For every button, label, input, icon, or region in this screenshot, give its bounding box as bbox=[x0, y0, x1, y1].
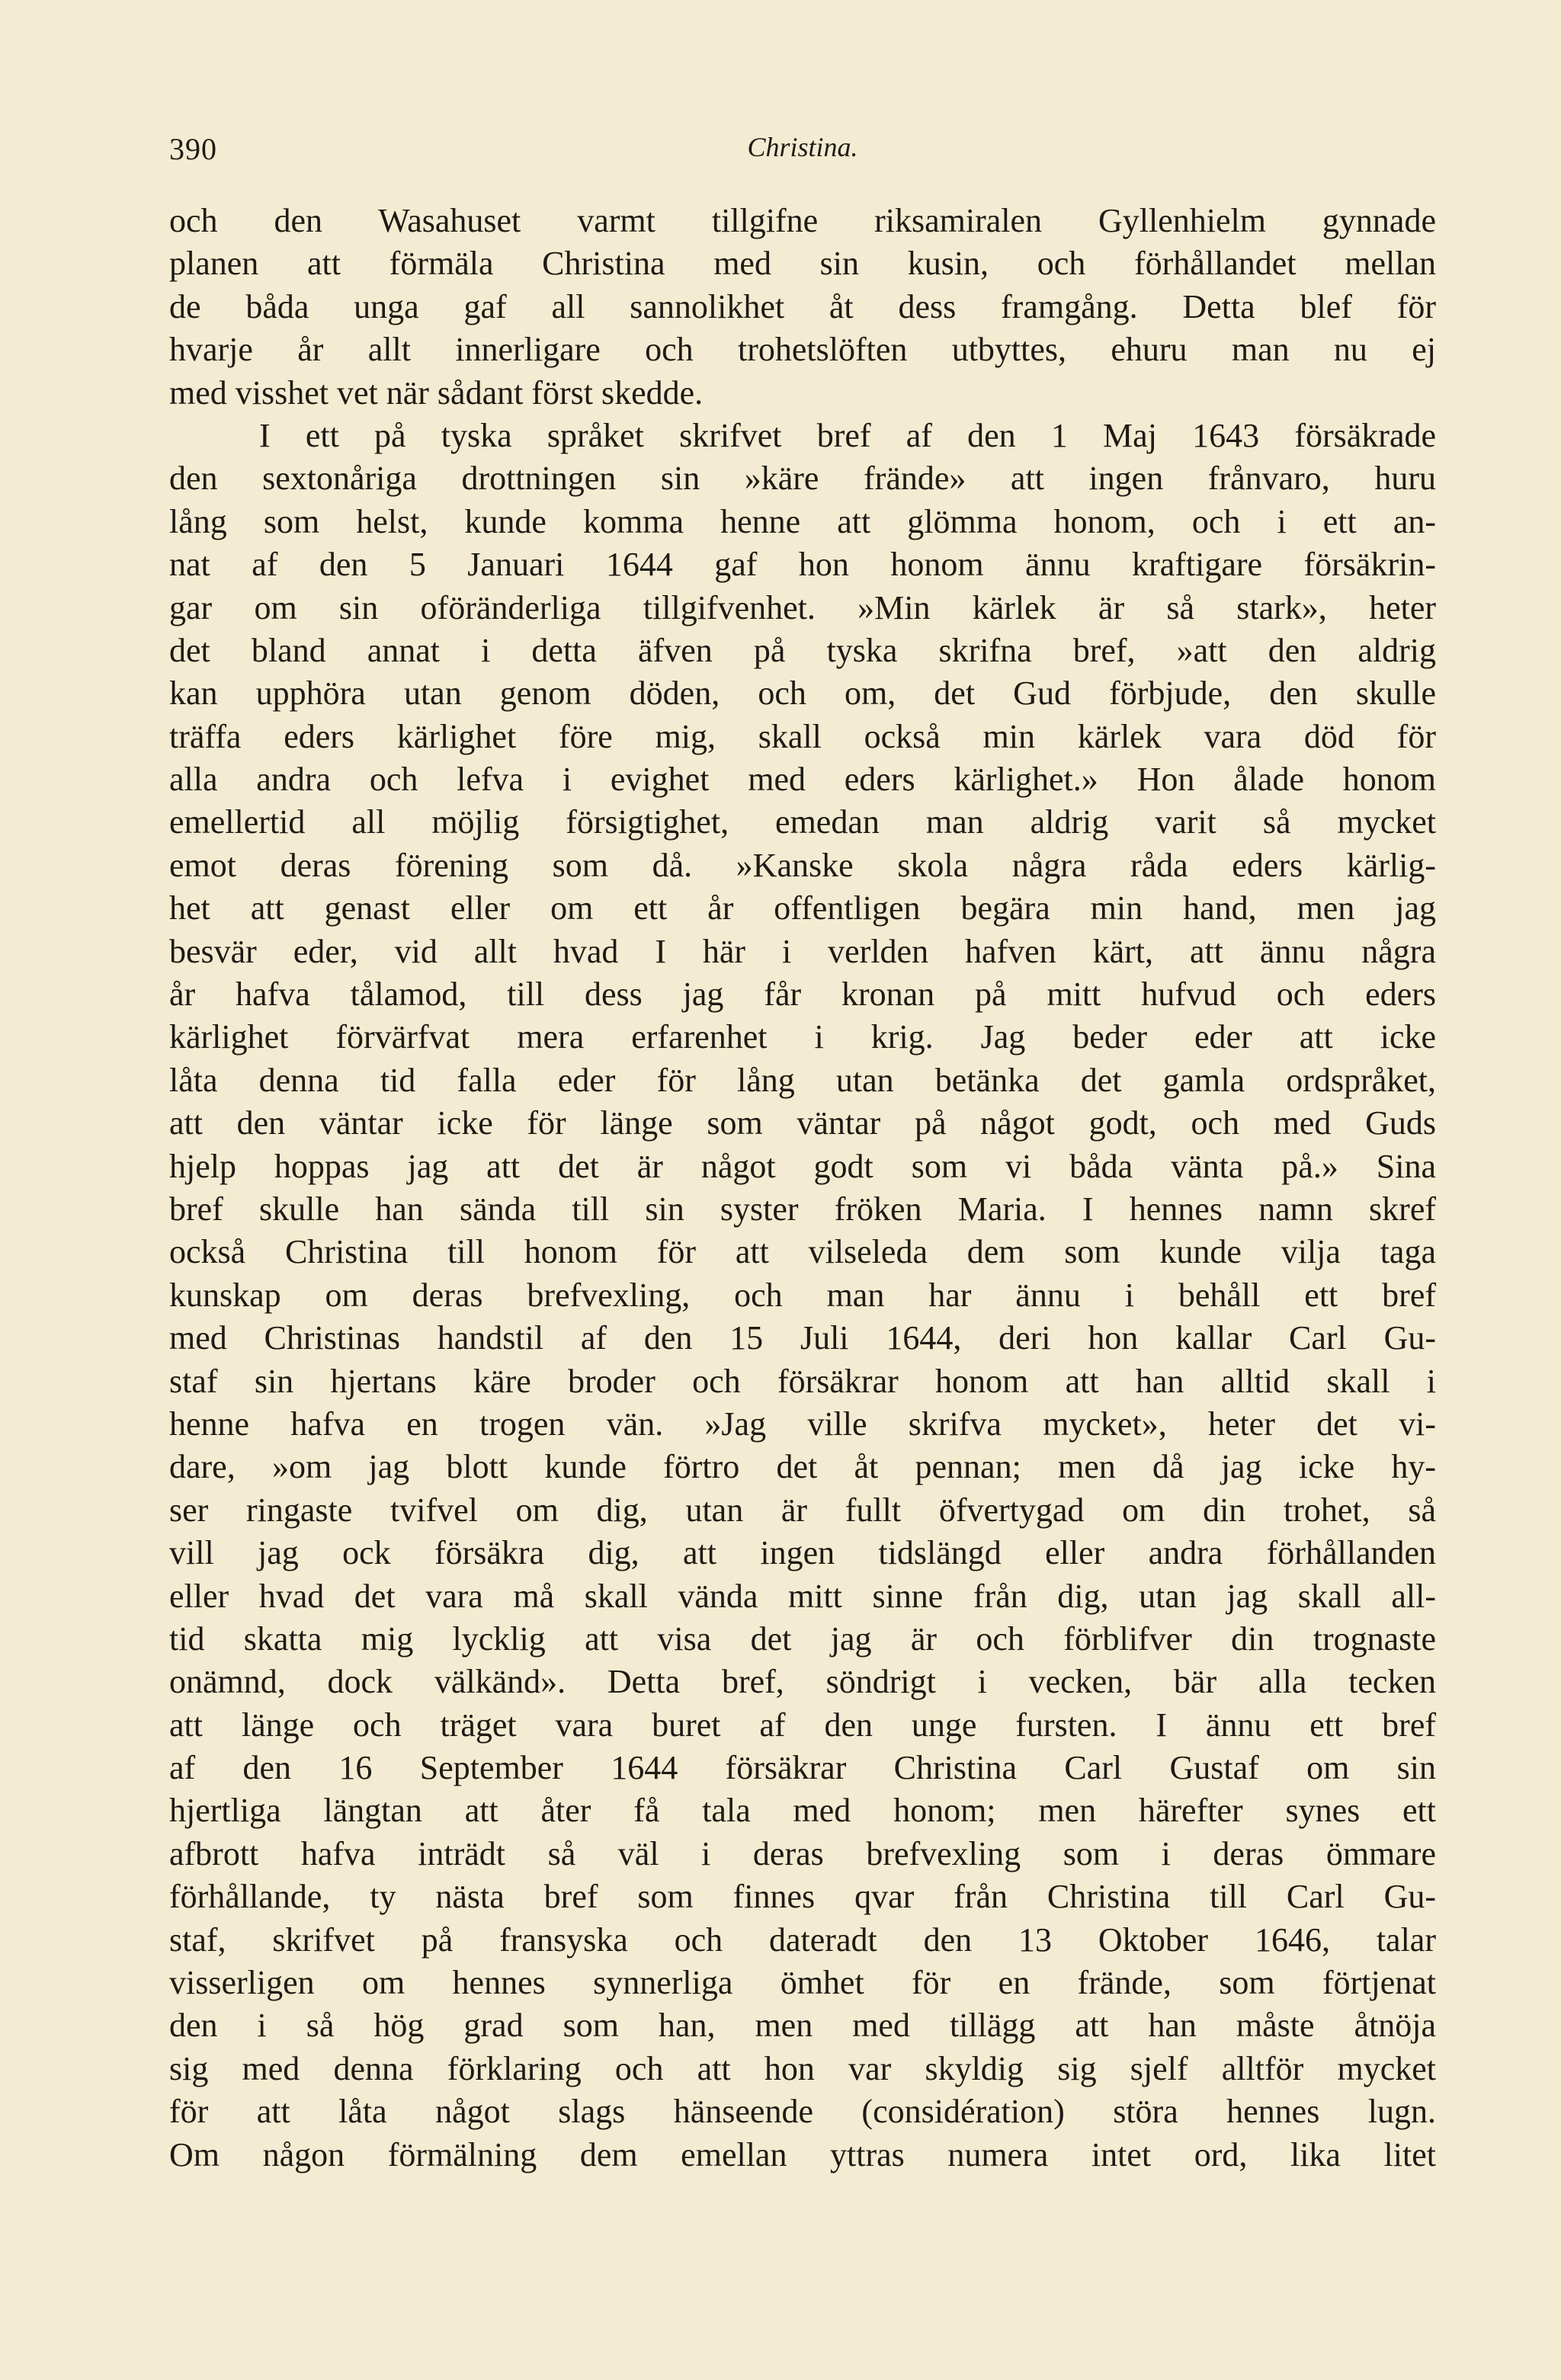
text-line: den i så hög grad som han, men med tillägg att han måste åtnöja bbox=[169, 2007, 1436, 2045]
text-line: gar om sin oföränderliga tillgifvenhet. »Min kärlek är så stark», heter bbox=[169, 588, 1436, 626]
text-line: staf sin hjertans käre broder och försäkrar honom att han alltid skall i bbox=[169, 1362, 1436, 1400]
text-line: bref skulle han sända till sin syster fröken Maria. I hennes namn skref bbox=[169, 1190, 1436, 1228]
text-line: med visshet vet när sådant först skedde. bbox=[169, 373, 704, 412]
text-line: kunskap om deras brefvexling, och man har ännu i behåll ett bref bbox=[169, 1276, 1436, 1314]
text-line: också Christina till honom för att vilseleda dem som kunde vilja taga bbox=[169, 1233, 1436, 1271]
text-line: visserligen om hennes synnerliga ömhet för en frände, som förtjenat bbox=[169, 1964, 1436, 2002]
text-line: ser ringaste tvifvel om dig, utan är fullt öfvertygad om din trohet, så bbox=[169, 1491, 1436, 1529]
text-line: onämnd, dock välkänd». Detta bref, söndrigt i vecken, bär alla tecken bbox=[169, 1663, 1436, 1701]
text-line: tid skatta mig lycklig att visa det jag är och förblifver din trognaste bbox=[169, 1619, 1436, 1658]
running-title: Christina. bbox=[747, 132, 858, 162]
text-line: år hafva tålamod, till dess jag får kronan på mitt hufvud och eders bbox=[169, 975, 1436, 1014]
text-line: kan upphöra utan genom döden, och om, det Gud förbjude, den skulle bbox=[169, 674, 1436, 713]
page-number: 390 bbox=[169, 132, 217, 166]
text-line: emot deras förening som då. »Kanske skola några råda eders kärlig- bbox=[169, 846, 1436, 884]
text-line: för att låta något slags hänseende (considération) störa hennes lugn. bbox=[169, 2093, 1436, 2131]
text-line: förhållande, ty nästa bref som finnes qvar från Christina till Carl Gu- bbox=[169, 1878, 1436, 1916]
text-line: de båda unga gaf all sannolikhet åt dess framgång. Detta blef för bbox=[169, 287, 1436, 325]
body-text bbox=[169, 200, 1436, 2177]
text-line: het att genast eller om ett år offentligen begära min hand, men jag bbox=[169, 889, 1436, 927]
text-line: dare, »om jag blott kunde förtro det åt pennan; men då jag icke hy- bbox=[169, 1448, 1436, 1486]
text-line: nat af den 5 Januari 1644 gaf hon honom ännu kraftigare försäkrin- bbox=[169, 546, 1436, 584]
text-line: henne hafva en trogen vän. »Jag ville skrifva mycket», heter det vi- bbox=[169, 1405, 1436, 1443]
text-line: den sextonåriga drottningen sin »käre frände» att ingen frånvaro, huru bbox=[169, 460, 1436, 498]
text-line: hjelp hoppas jag att det är något godt som vi båda vänta på.» Sina bbox=[169, 1147, 1436, 1185]
text-line: af den 16 September 1644 försäkrar Christina Carl Gustaf om sin bbox=[169, 1749, 1436, 1787]
text-line: alla andra och lefva i evighet med eders kärlighet.» Hon ålade honom bbox=[169, 761, 1436, 799]
text-line: lång som helst, kunde komma henne att glömma honom, och i ett an- bbox=[169, 502, 1436, 540]
text-line: sig med denna förklaring och att hon var skyldig sig sjelf alltför mycket bbox=[169, 2049, 1436, 2087]
text-line: kärlighet förvärfvat mera erfarenhet i krig. Jag beder eder att icke bbox=[169, 1018, 1436, 1056]
text-line: emellertid all möjlig försigtighet, emedan man aldrig varit så mycket bbox=[169, 803, 1436, 841]
text-line: med Christinas handstil af den 15 Juli 1644, deri hon kallar Carl Gu- bbox=[169, 1319, 1436, 1357]
text-line: I ett på tyska språket skrifvet bref af den 1 Maj 1643 försäkrade bbox=[259, 416, 1436, 454]
text-line: det bland annat i detta äfven på tyska skrifna bref, »att den aldrig bbox=[169, 631, 1436, 669]
text-line: att länge och träget vara buret af den unge fursten. I ännu ett bref bbox=[169, 1706, 1436, 1744]
text-line: staf, skrifvet på fransyska och dateradt den 13 Oktober 1646, talar bbox=[169, 1920, 1436, 1959]
text-line: träffa eders kärlighet före mig, skall också min kärlek vara död för bbox=[169, 717, 1436, 755]
text-line: hjertliga längtan att åter få tala med honom; men härefter synes ett bbox=[169, 1792, 1436, 1830]
text-line: Om någon förmälning dem emellan yttras numera intet ord, lika litet bbox=[169, 2135, 1436, 2173]
text-line: eller hvad det vara må skall vända mitt sinne från dig, utan jag skall all- bbox=[169, 1577, 1436, 1615]
text-line: hvarje år allt innerligare och trohetslöften utbyttes, ehuru man nu ej bbox=[169, 331, 1436, 369]
text-line: vill jag ock försäkra dig, att ingen tidslängd eller andra förhållanden bbox=[169, 1534, 1436, 1572]
text-line: afbrott hafva inträdt så väl i deras brefvexling som i deras ömmare bbox=[169, 1834, 1436, 1872]
text-line: att den väntar icke för länge som väntar på något godt, och med Guds bbox=[169, 1104, 1436, 1142]
text-line: låta denna tid falla eder för lång utan betänka det gamla ordspråket, bbox=[169, 1061, 1436, 1099]
text-line: planen att förmäla Christina med sin kusin, och förhållandet mellan bbox=[169, 245, 1436, 283]
text-line: besvär eder, vid allt hvad I här i verlden hafven kärt, att ännu några bbox=[169, 932, 1436, 970]
text-line: och den Wasahuset varmt tillgifne riksamiralen Gyllenhielm gynnade bbox=[169, 202, 1436, 239]
page-header bbox=[169, 127, 1436, 172]
